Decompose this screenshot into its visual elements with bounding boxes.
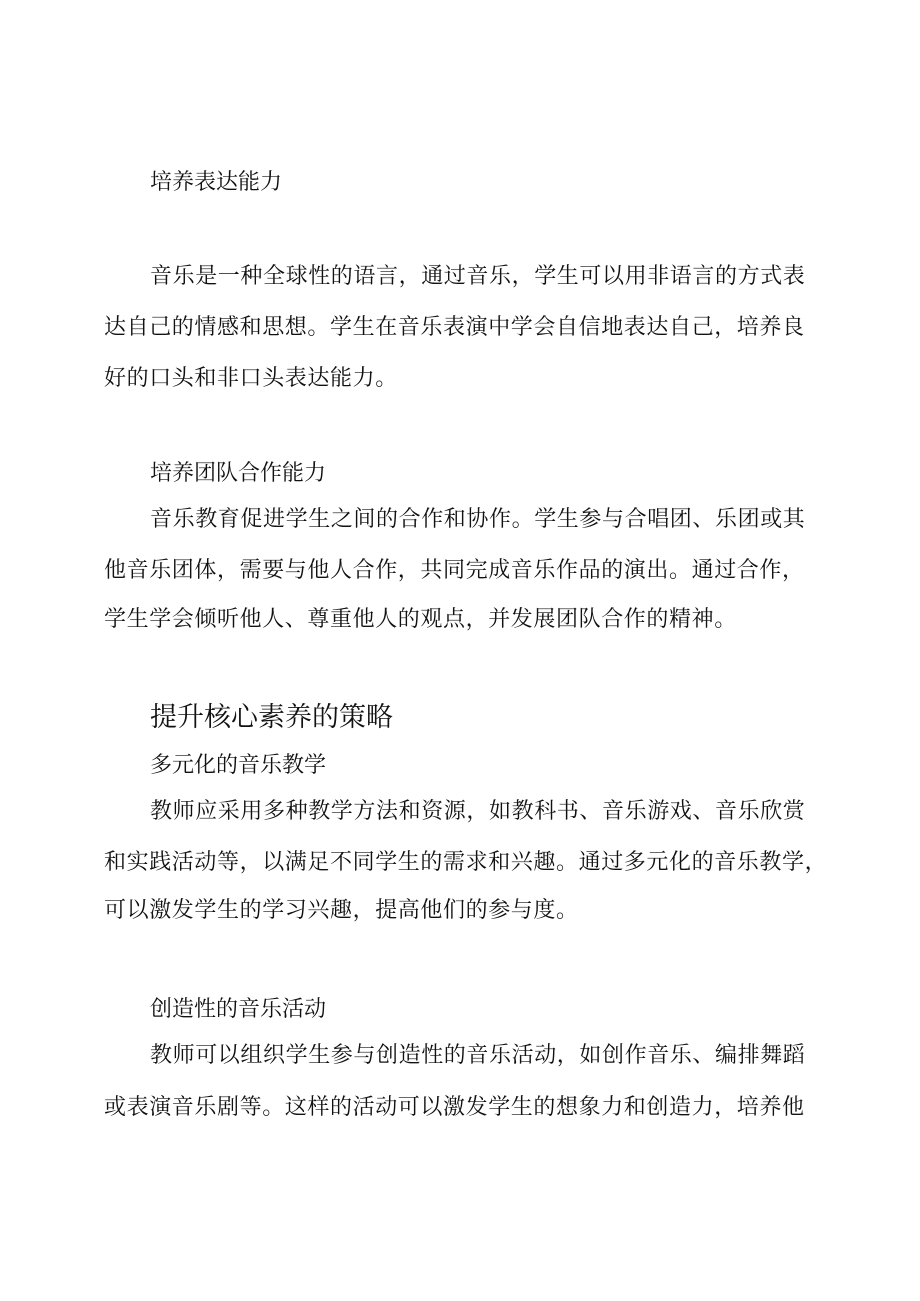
paragraph-line: 可以激发学生的学习兴趣，提高他们的参与度。 xyxy=(104,898,579,923)
paragraph-line: 和实践活动等，以满足不同学生的需求和兴趣。通过多元化的音乐教学， xyxy=(104,850,828,875)
major-heading-strategies: 提升核心素养的策略 xyxy=(150,702,393,733)
section-heading-diverse-teaching: 多元化的音乐教学 xyxy=(150,753,327,778)
section-heading-expression: 培养表达能力 xyxy=(150,170,283,195)
section-heading-teamwork: 培养团队合作能力 xyxy=(150,461,327,486)
paragraph-line: 达自己的情感和思想。学生在音乐表演中学会自信地表达自己，培养良 xyxy=(104,315,805,340)
paragraph-line: 好的口头和非口头表达能力。 xyxy=(104,366,398,391)
paragraph-line: 音乐是一种全球性的语言，通过音乐，学生可以用非语言的方式表 xyxy=(150,264,806,289)
paragraph-line: 他音乐团体，需要与他人合作，共同完成音乐作品的演出。通过合作， xyxy=(104,558,805,583)
paragraph-line: 音乐教育促进学生之间的合作和协作。学生参与合唱团、乐团或其 xyxy=(150,507,806,532)
section-heading-creative-activities: 创造性的音乐活动 xyxy=(150,997,327,1022)
paragraph-line: 教师可以组织学生参与创造性的音乐活动，如创作音乐、编排舞蹈 xyxy=(150,1043,806,1068)
paragraph-line: 教师应采用多种教学方法和资源，如教科书、音乐游戏、音乐欣赏 xyxy=(150,799,806,824)
paragraph-line: 或表演音乐剧等。这样的活动可以激发学生的想象力和创造力，培养他 xyxy=(104,1095,805,1120)
paragraph-line: 学生学会倾听他人、尊重他人的观点，并发展团队合作的精神。 xyxy=(104,607,737,632)
